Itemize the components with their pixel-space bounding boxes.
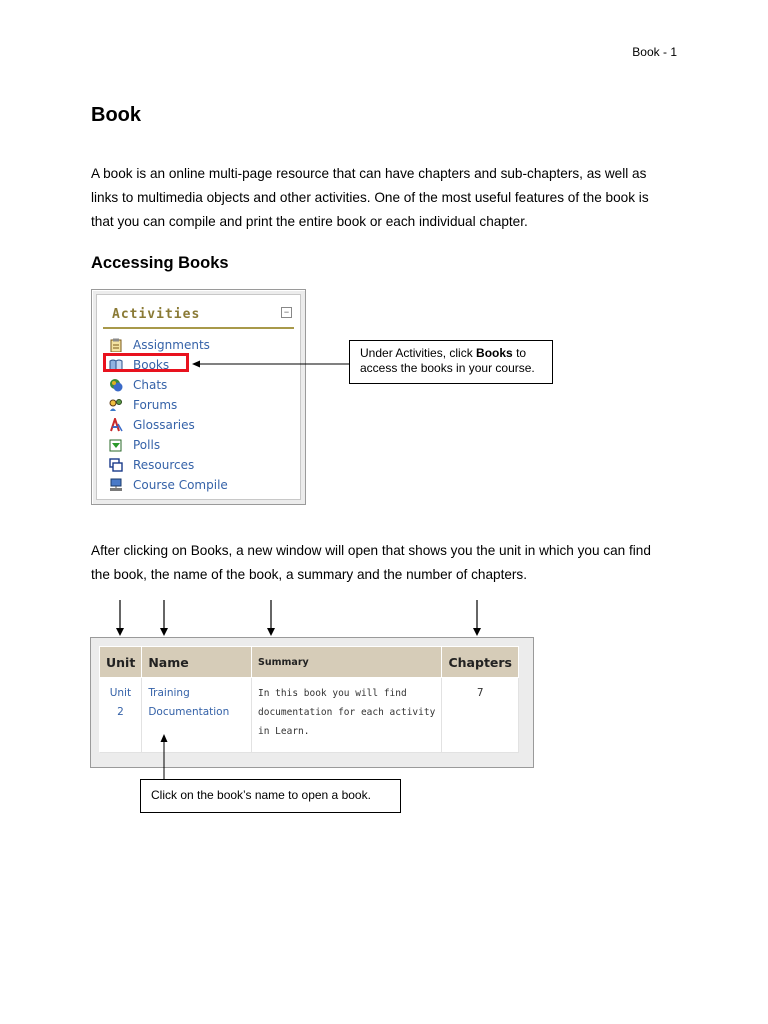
unit-number: 2 [117, 706, 124, 718]
activity-label: Books [133, 358, 170, 372]
callout-text-after: to access the books in your course. [360, 346, 535, 375]
activity-item-glossaries[interactable] [109, 415, 228, 435]
activity-label: Assignments [133, 338, 210, 352]
activities-title: Activities [112, 307, 201, 322]
books-callout [349, 340, 553, 384]
books-highlight-box [103, 353, 189, 372]
book-name-callout: Click on the book’s name to open a book. [140, 779, 401, 813]
activity-item-chats[interactable] [109, 375, 228, 395]
section-heading: Accessing Books [91, 254, 229, 272]
collapse-icon[interactable]: − [281, 307, 292, 318]
activity-label: Polls [133, 438, 161, 452]
unit-cell [100, 678, 142, 753]
activity-label: Chats [133, 378, 168, 392]
callout-text-before: Under Activities, click [360, 346, 477, 360]
activity-label: Course Compile [133, 478, 228, 492]
column-header-chapters[interactable]: Chapters [442, 647, 519, 678]
page-number-header: Book - 1 [632, 45, 677, 59]
callout-text-bold: Books [476, 346, 513, 360]
forum-people-icon [109, 398, 123, 412]
table-header-row [100, 647, 519, 678]
arrow-to-books [190, 356, 352, 372]
activity-item-resources[interactable] [109, 455, 228, 475]
book-name-line1: Training [148, 687, 190, 699]
poll-check-icon [109, 438, 123, 452]
column-header-unit[interactable]: Unit [100, 647, 142, 678]
after-click-paragraph: After clicking on Books, a new window will open that shows you the unit in which you can find the book, the name of the book, a summary and the number of chapters. [91, 543, 651, 582]
activity-item-assignments[interactable] [109, 335, 228, 355]
column-header-name[interactable]: Name [142, 647, 252, 678]
activity-item-course-compile[interactable] [109, 475, 228, 495]
activities-block [91, 289, 306, 505]
resource-windows-icon [109, 458, 123, 472]
chapters-cell: 7 [442, 678, 519, 753]
activity-label: Forums [133, 398, 178, 412]
column-pointer-arrows [90, 598, 510, 638]
activity-label: Glossaries [133, 418, 195, 432]
arrow-to-book-name [156, 733, 172, 781]
glossary-icon [109, 418, 123, 432]
intro-paragraph: A book is an online multi-page resource that can have chapters and sub-chapters, as well as links to multimedia objects and other activities. One of the most useful features of the book is that you can compile and print the entire book or each individual chapter. [91, 166, 649, 229]
activities-divider [103, 327, 294, 329]
activity-label: Resources [133, 458, 195, 472]
unit-label: Unit [109, 687, 132, 699]
column-header-summary[interactable]: Summary [252, 647, 442, 678]
activity-item-polls[interactable] [109, 435, 228, 455]
computer-icon [109, 478, 123, 492]
activity-item-forums[interactable] [109, 395, 228, 415]
clipboard-icon [109, 338, 123, 352]
page-title: Book [91, 104, 141, 126]
chat-icon [109, 378, 123, 392]
summary-cell: In this book you will find documentation for each activity in Learn. [252, 678, 442, 753]
activities-panel [96, 294, 301, 500]
book-name-line2: Documentation [148, 706, 230, 718]
